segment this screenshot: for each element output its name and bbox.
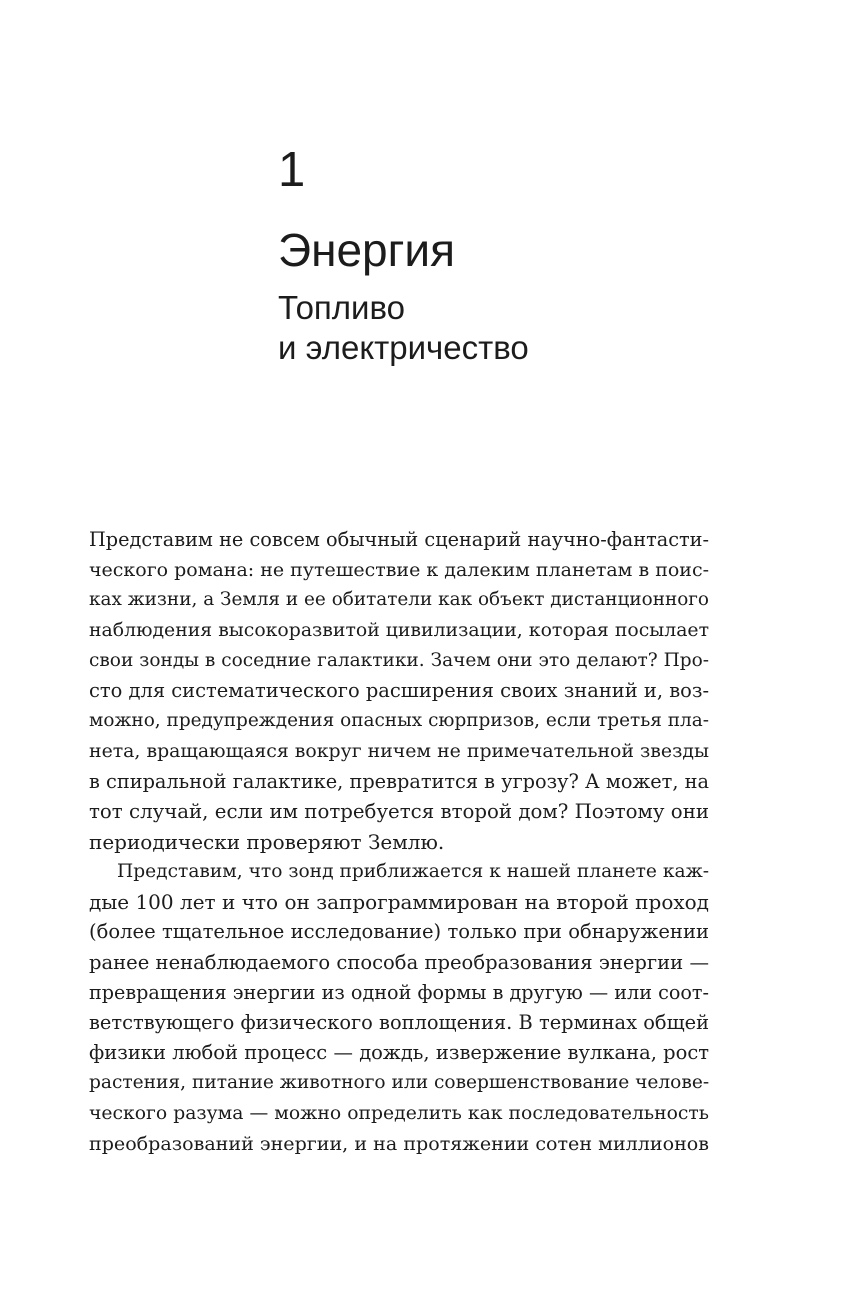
text-line: ранее ненаблюдаемого способа преобразования энергии — bbox=[89, 950, 709, 974]
paragraph-2 bbox=[89, 857, 709, 1159]
text-line: Представим, что зонд приближается к нашей планете каж- bbox=[117, 861, 709, 883]
text-line: (более тщательное исследование) только при обнаружении bbox=[89, 920, 709, 944]
text-line: свои зонды в соседние галактики. Зачем они это делают? Про- bbox=[89, 649, 709, 671]
paragraph-1 bbox=[89, 525, 709, 857]
text-line: растения, питание животного или совершенствование челове- bbox=[89, 1072, 710, 1094]
body-text bbox=[89, 525, 709, 1159]
text-line: превращения энергии из одной формы в другую — или соот- bbox=[89, 980, 709, 1004]
text-line: дые 100 лет и что он запрограммирован на второй проход bbox=[89, 890, 709, 915]
text-line: можно, предупреждения опасных сюрпризов, если третья пла- bbox=[89, 710, 709, 732]
text-line: ческого разума — можно определить как последовательность bbox=[89, 1102, 709, 1124]
text-line: ческого романа: не путешествие к далеким планетам в поис- bbox=[89, 559, 709, 582]
chapter-title: Энергия bbox=[278, 224, 456, 276]
text-line: физики любой процесс — дождь, извержение вулкана, рост bbox=[89, 1041, 709, 1065]
chapter-number: 1 bbox=[278, 143, 306, 197]
text-line: преобразований энергии, и на протяжении сотен миллионов bbox=[89, 1132, 709, 1155]
chapter-subtitle-line: и электричество bbox=[278, 329, 529, 366]
text-line: периодически проверяют Землю. bbox=[89, 829, 445, 854]
text-line: ветствующего физического воплощения. В терминах общей bbox=[89, 1011, 709, 1034]
text-line: в спиральной галактике, превратится в угрозу? А может, на bbox=[89, 769, 709, 793]
text-line: тот случай, если им потребуется второй дом? Поэтому они bbox=[89, 799, 709, 823]
text-line: нета, вращающаяся вокруг ничем не примечательной звезды bbox=[89, 740, 709, 763]
chapter-subtitle-line: Топливо bbox=[278, 289, 406, 326]
text-line: Представим не совсем обычный сценарий научно-фантасти- bbox=[89, 528, 709, 551]
text-line: ках жизни, а Земля и ее обитатели как объект дистанционного bbox=[89, 589, 709, 611]
text-line: сто для систематического расширения своих знаний и, воз- bbox=[89, 678, 710, 702]
text-line: наблюдения высокоразвитой цивилизации, которая посылает bbox=[89, 619, 709, 641]
chapter-subtitle bbox=[278, 288, 529, 368]
